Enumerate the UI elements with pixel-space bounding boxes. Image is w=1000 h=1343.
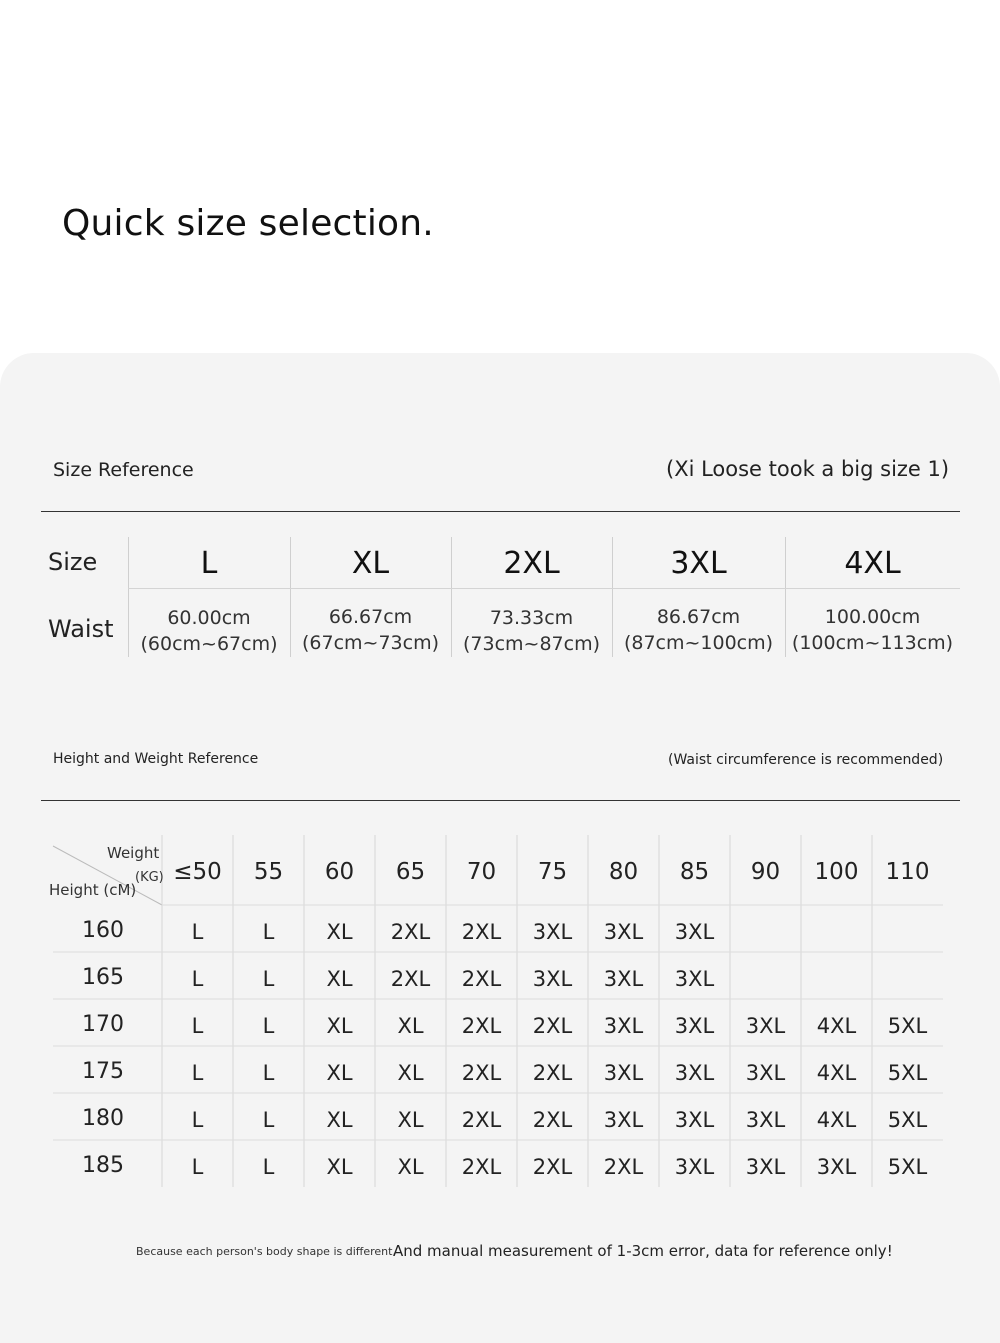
page-title: Quick size selection. <box>62 203 434 244</box>
size-recommendation-cell: 3XL <box>603 920 644 944</box>
size-recommendation-cell: L <box>191 1108 204 1132</box>
size-recommendation-cell: 3XL <box>603 967 644 991</box>
weight-header: 65 <box>395 859 426 885</box>
size-recommendation-cell: 3XL <box>674 1155 715 1179</box>
size-recommendation-cell: 2XL <box>532 1108 573 1132</box>
size-recommendation-cell: 3XL <box>674 1108 715 1132</box>
size-recommendation-cell: 3XL <box>745 1108 786 1132</box>
waist-value: 66.67cm <box>328 606 413 628</box>
waist-value: 73.33cm <box>489 607 574 629</box>
size-recommendation-cell: 2XL <box>461 1108 502 1132</box>
height-row-label: 170 <box>82 1012 124 1037</box>
size-recommendation-cell: XL <box>397 1108 424 1132</box>
size-recommendation-cell: L <box>191 967 204 991</box>
weight-header: 55 <box>253 859 284 885</box>
size-recommendation-cell: 2XL <box>603 1155 644 1179</box>
waist-value: 86.67cm <box>656 606 741 628</box>
size-recommendation-cell: 3XL <box>603 1014 644 1038</box>
footer-disclaimer: And manual measurement of 1-3cm error, data for reference only! <box>393 1242 893 1260</box>
size-recommendation-cell: L <box>191 1155 204 1179</box>
size-recommendation-cell: L <box>262 967 275 991</box>
weight-header: 100 <box>814 859 859 885</box>
corner-kg-label: (KG) <box>135 870 164 885</box>
size-recommendation-cell: 3XL <box>745 1155 786 1179</box>
weight-header: ≤50 <box>173 859 222 885</box>
weight-header: 70 <box>466 859 497 885</box>
size-recommendation-cell: 5XL <box>887 1014 928 1038</box>
size-recommendation-cell: XL <box>397 1061 424 1085</box>
size-recommendation-cell: 3XL <box>674 1061 715 1085</box>
size-recommendation-cell: 4XL <box>816 1014 857 1038</box>
size-recommendation-cell: XL <box>397 1014 424 1038</box>
height-row-label: 180 <box>82 1106 124 1131</box>
size-reference-title: Size Reference <box>53 459 194 481</box>
size-recommendation-cell: 2XL <box>532 1155 573 1179</box>
size-recommendation-cell: 5XL <box>887 1155 928 1179</box>
size-recommendation-cell: XL <box>326 967 353 991</box>
size-header-xl: XL <box>351 546 390 581</box>
size-recommendation-cell: 3XL <box>603 1108 644 1132</box>
size-header-l: L <box>200 546 218 581</box>
corner-height-label: Height (cM) <box>49 881 137 899</box>
footer-disclaimer-small: Because each person's body shape is different, <box>136 1245 396 1258</box>
size-recommendation-cell: L <box>191 920 204 944</box>
height-row-label: 185 <box>82 1153 124 1178</box>
weight-header: 110 <box>885 859 930 885</box>
size-recommendation-cell: 2XL <box>461 920 502 944</box>
waist-value: 100.00cm <box>824 606 921 628</box>
height-row-label: 160 <box>82 918 124 943</box>
weight-header: 90 <box>750 859 781 885</box>
size-recommendation-cell: 3XL <box>674 967 715 991</box>
size-recommendation-cell: XL <box>326 1108 353 1132</box>
corner-weight-label: Weight <box>107 844 160 862</box>
size-recommendation-cell: XL <box>326 1014 353 1038</box>
size-header-4xl: 4XL <box>844 546 901 581</box>
size-recommendation-cell: 4XL <box>816 1061 857 1085</box>
size-recommendation-cell: 3XL <box>674 920 715 944</box>
size-recommendation-cell: L <box>262 920 275 944</box>
size-recommendation-cell: 3XL <box>532 967 573 991</box>
hw-reference-note: (Waist circumference is recommended) <box>668 752 944 768</box>
size-recommendation-cell: L <box>262 1155 275 1179</box>
size-recommendation-cell: 2XL <box>461 967 502 991</box>
size-recommendation-cell: 4XL <box>816 1108 857 1132</box>
size-recommendation-cell: 2XL <box>390 967 431 991</box>
size-recommendation-cell: 2XL <box>461 1061 502 1085</box>
height-row-label: 165 <box>82 965 124 990</box>
waist-range: (60cm~67cm) <box>140 633 278 655</box>
size-recommendation-cell: 5XL <box>887 1061 928 1085</box>
size-recommendation-cell: XL <box>326 1061 353 1085</box>
hw-grid <box>53 835 943 1187</box>
weight-header: 80 <box>608 859 639 885</box>
weight-header: 85 <box>679 859 710 885</box>
waist-range: (67cm~73cm) <box>301 632 439 654</box>
weight-header: 75 <box>537 859 568 885</box>
size-reference-note: (Xi Loose took a big size 1) <box>666 457 950 481</box>
size-recommendation-cell: 2XL <box>461 1155 502 1179</box>
size-recommendation-cell: 2XL <box>390 920 431 944</box>
size-header-3xl: 3XL <box>670 546 727 581</box>
size-recommendation-cell: XL <box>326 920 353 944</box>
size-recommendation-cell: 3XL <box>674 1014 715 1038</box>
waist-range: (73cm~87cm) <box>462 633 600 655</box>
weight-header: 60 <box>324 859 355 885</box>
size-recommendation-cell: L <box>262 1014 275 1038</box>
size-recommendation-cell: 3XL <box>603 1061 644 1085</box>
waist-value: 60.00cm <box>167 607 251 629</box>
size-recommendation-cell: 2XL <box>532 1014 573 1038</box>
size-header-2xl: 2XL <box>503 546 560 581</box>
size-recommendation-cell: 3XL <box>745 1061 786 1085</box>
size-recommendation-cell: 3XL <box>745 1014 786 1038</box>
size-recommendation-cell: 5XL <box>887 1108 928 1132</box>
size-recommendation-cell: L <box>262 1061 275 1085</box>
size-recommendation-cell: XL <box>326 1155 353 1179</box>
size-row-label: Size <box>48 548 98 576</box>
size-recommendation-cell: 3XL <box>532 920 573 944</box>
hw-reference-title: Height and Weight Reference <box>53 751 259 767</box>
size-recommendation-cell: 2XL <box>461 1014 502 1038</box>
waist-range: (87cm~100cm) <box>623 632 774 654</box>
size-recommendation-cell: L <box>191 1014 204 1038</box>
waist-row-label: Waist <box>48 615 114 643</box>
size-recommendation-cell: L <box>191 1061 204 1085</box>
height-row-label: 175 <box>82 1059 124 1084</box>
waist-range: (100cm~113cm) <box>791 632 954 654</box>
size-recommendation-cell: 3XL <box>816 1155 857 1179</box>
size-recommendation-cell: XL <box>397 1155 424 1179</box>
size-recommendation-cell: 2XL <box>532 1061 573 1085</box>
size-recommendation-cell: L <box>262 1108 275 1132</box>
